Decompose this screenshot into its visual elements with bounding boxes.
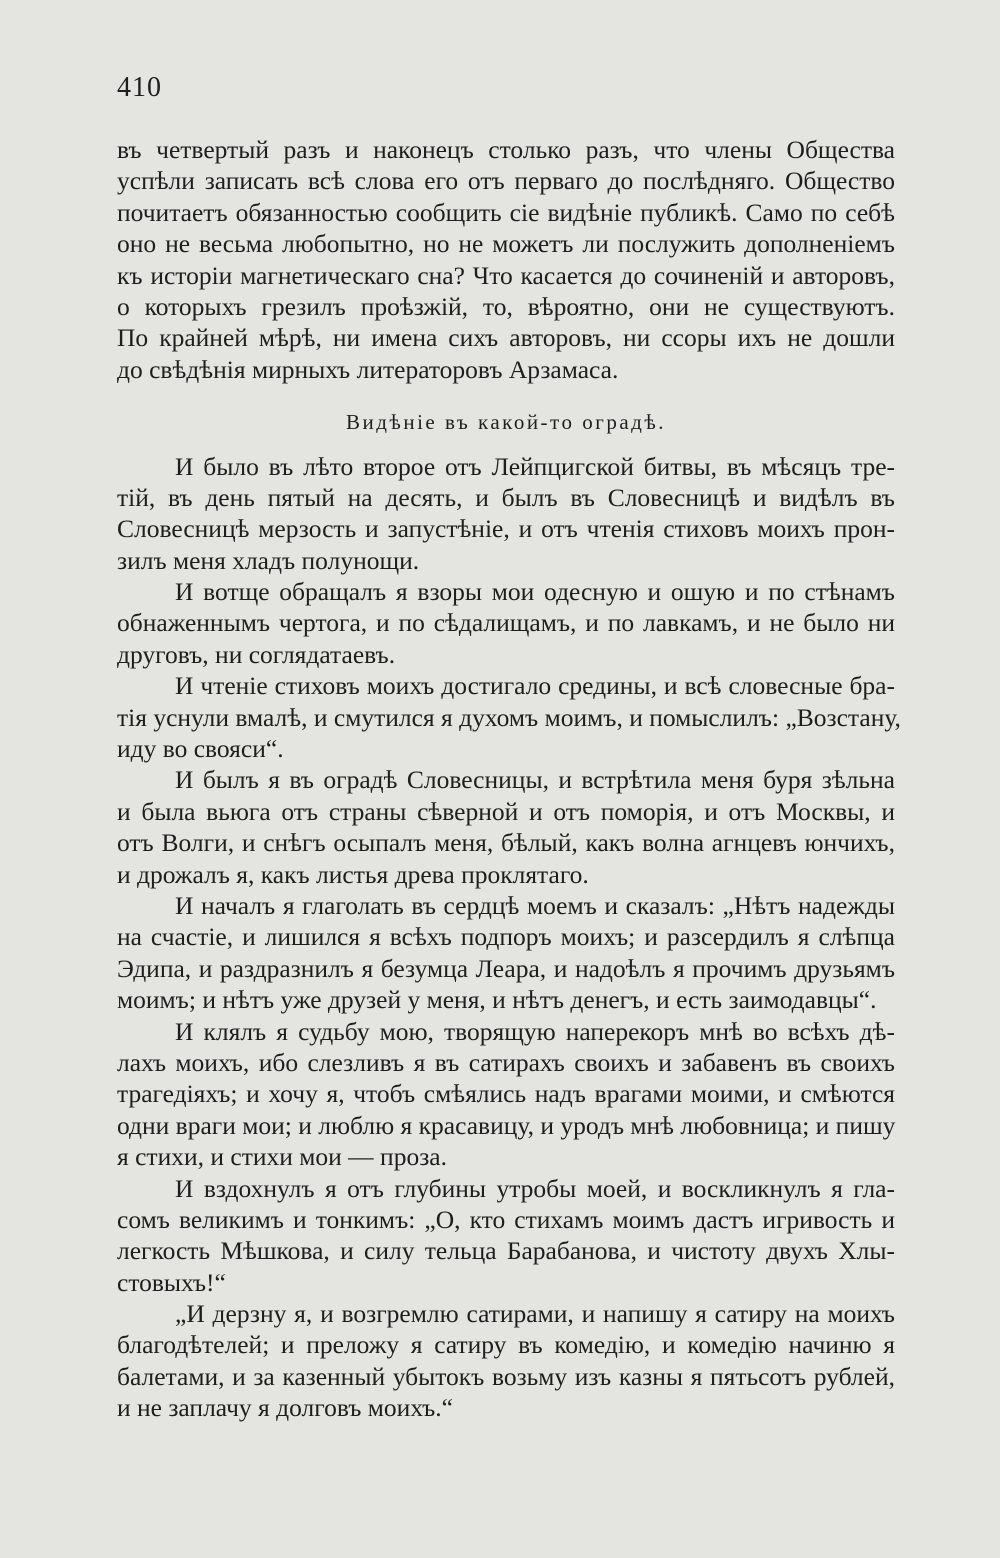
paragraph (117, 1016, 895, 1173)
text-line: благодѣтелей; и преложу я сатиру въ комедію, и комедію начиню я (117, 1330, 895, 1360)
text-line: зилъ меня хладъ полунощи. (117, 545, 420, 575)
text-line: сомъ великимъ и тонкимъ: „О, кто стихамъ моимъ дастъ игривость и (117, 1204, 895, 1234)
paragraph (117, 576, 895, 670)
text-line: балетами, и за казенный убытокъ возьму изъ казны я пятьсотъ рублей, (117, 1361, 895, 1391)
text-line: тій, въ день пятый на десять, и былъ въ Словесницѣ и видѣлъ въ (117, 482, 895, 512)
intro-paragraph (117, 134, 895, 385)
text-line: друговъ, ни соглядатаевъ. (117, 639, 396, 669)
page-number: 410 (117, 72, 162, 103)
text-line: И началъ я глаголать въ сердцѣ моемъ и сказалъ: „Нѣтъ надежды (175, 890, 895, 920)
paragraph (117, 451, 895, 577)
text-line: одни враги мои; и люблю я красавицу, и уродъ мнѣ любовница; и пишу (117, 1110, 896, 1140)
paragraph (117, 1173, 895, 1299)
text-line: почитаетъ обязанностью сообщить сіе видѣніе публикѣ. Само по себѣ (117, 197, 895, 227)
text-line: моимъ; и нѣтъ уже друзей у меня, и нѣтъ денегъ, и есть заимодавцы“. (117, 985, 877, 1015)
text-line: обнаженнымъ чертога, и по сѣдалищамъ, и по лавкамъ, и не было ни (117, 608, 895, 638)
section-heading: Видѣніе въ какой-то оградѣ. (346, 410, 666, 435)
text-line: Словесницѣ мерзость и запустѣніе, и отъ чтенія стиховъ моихъ прон- (117, 514, 895, 544)
text-line: трагедіяхъ; и хочу я, чтобъ смѣялись надъ врагами моими, и смѣются (117, 1079, 895, 1109)
text-line: „И дерзну я, и возгремлю сатирами, и напишу я сатиру на моихъ (175, 1299, 895, 1329)
text-line: И вздохнулъ я отъ глубины утробы моей, и воскликнулъ я гла- (175, 1173, 895, 1203)
text-line: я стихи, и стихи мои — проза. (117, 1142, 447, 1172)
text-line: И чтеніе стиховъ моихъ достигало средины, и всѣ словесные бра- (175, 671, 895, 701)
text-line: и была вьюга отъ страны сѣверной и отъ поморія, и отъ Москвы, и (117, 796, 895, 826)
text-line: Эдипа, и раздразнилъ я безумца Леара, и надоѣлъ я прочимъ друзьямъ (117, 953, 895, 983)
paragraph (117, 890, 895, 1016)
text-line: отъ Волги, и снѣгъ осыпалъ меня, бѣлый, какъ волна агнцевъ юнчихъ, (117, 828, 895, 858)
text-line: иду во свояси“. (117, 734, 284, 764)
text-line: И вотще обращалъ я взоры мои одесную и ошую и по стѣнамъ (175, 577, 895, 607)
text-line: И клялъ я судьбу мою, творящую наперекоръ мнѣ во всѣхъ дѣ- (175, 1016, 895, 1046)
paragraph (117, 670, 901, 764)
paragraph (117, 764, 895, 890)
text-line: легкость Мѣшкова, и силу тельца Барабанова, и чистоту двухъ Хлы- (117, 1236, 895, 1266)
text-line: и дрожалъ я, какъ листья древа проклятаго. (117, 859, 589, 889)
paragraph (117, 1298, 895, 1424)
text-block (117, 134, 901, 1424)
text-line: И былъ я въ оградѣ Словесницы, и встрѣтила меня буря зѣльна (175, 765, 895, 795)
text-line: тія уснули вмалѣ, и смутился я духомъ моимъ, и помыслилъ: „Возстану, (117, 702, 901, 732)
text-line: успѣли записать всѣ слова его отъ перваго до послѣдняго. Общество (117, 166, 895, 196)
text-line: стовыхъ!“ (117, 1267, 226, 1297)
text-line: оно не весьма любопытно, но не можетъ ли послужить дополненіемъ (117, 229, 895, 259)
text-line: до свѣдѣнія мирныхъ литераторовъ Арзамаса. (117, 354, 619, 384)
text-line: и не заплачу я долговъ моихъ.“ (117, 1393, 453, 1423)
text-line: о которыхъ грезилъ проѣзжій, то, вѣроятно, они не существуютъ. (117, 291, 895, 321)
text-line: къ исторіи магнетическаго сна? Что касается до сочиненій и авторовъ, (117, 260, 895, 290)
text-line: По крайней мѣрѣ, ни имена сихъ авторовъ, ни ссоры ихъ не дошли (117, 323, 895, 353)
text-line: въ четвертый разъ и наконецъ столько разъ, что члены Общества (117, 135, 895, 164)
text-line: на счастіе, и лишился я всѣхъ подпоръ моихъ; и разсердилъ я слѣпца (117, 922, 895, 952)
text-line: лахъ моихъ, ибо слезливъ я въ сатирахъ своихъ и забавенъ въ своихъ (117, 1047, 895, 1077)
text-line: И было въ лѣто второе отъ Лейпцигской битвы, въ мѣсяцъ тре- (175, 451, 895, 481)
